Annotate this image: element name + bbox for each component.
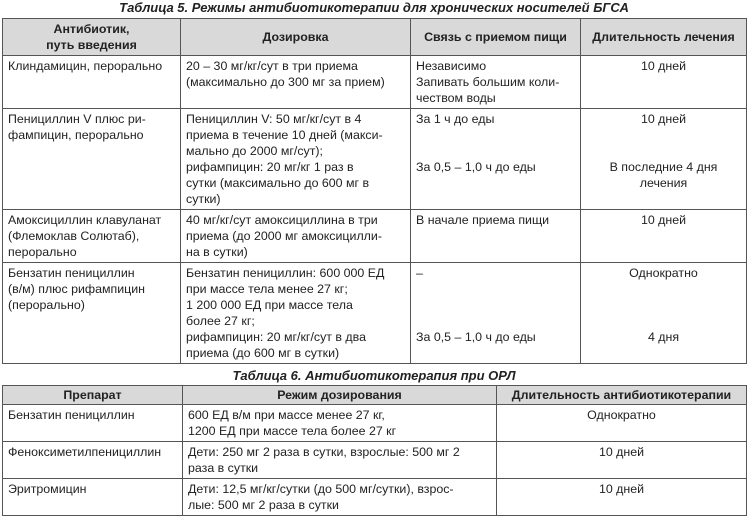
table-row — [3, 210, 747, 263]
cell-duration: 10 дней — [497, 442, 747, 479]
cell-antibiotic: Бензатин пенициллин (в/м) плюс рифампицин (перорально) — [3, 263, 181, 364]
table6-header-dosing: Режим дозирования — [183, 386, 497, 405]
cell-food: Независимо Запивать большим коли- чеством воды — [411, 56, 581, 109]
cell-drug: Эритромицин — [3, 479, 183, 516]
cell-food: За 1 ч до еды За 0,5 – 1,0 ч до еды — [411, 109, 581, 210]
cell-duration: Однократно 4 дня — [581, 263, 747, 364]
table5 — [2, 18, 747, 364]
table5-header-dosage: Дозировка — [181, 19, 411, 56]
table6-header-drug: Препарат — [3, 386, 183, 405]
table6-header-duration: Длительность антибиотикотерапии — [497, 386, 747, 405]
cell-dosing: Дети: 12,5 мг/кг/сутки (до 500 мг/сутки), взрос- лые: 500 мг 2 раза в сутки — [183, 479, 497, 516]
cell-antibiotic: Клиндамицин, перорально — [3, 56, 181, 109]
table6 — [2, 385, 747, 516]
cell-drug: Бензатин пенициллин — [3, 405, 183, 442]
cell-dosage: 20 – 30 мг/кг/сут в три приема (максимально до 300 мг за прием) — [181, 56, 411, 109]
table5-header-food: Связь с приемом пищи — [411, 19, 581, 56]
table-row — [3, 479, 747, 516]
cell-dosage: Пенициллин V: 50 мг/кг/сут в 4 приема в течение 10 дней (макси- мально до 2000 мг/сут); рифампицин: 20 мг/кг 1 раз в сутки (максимально до 600 мг в сутки) — [181, 109, 411, 210]
table5-header-row — [3, 19, 747, 56]
table5-title: Таблица 5. Режимы антибиотикотерапии для хронических носителей БГСА — [119, 0, 629, 15]
cell-antibiotic: Пенициллин V плюс ри- фампицин, перорально — [3, 109, 181, 210]
cell-duration: Однократно — [497, 405, 747, 442]
table-row — [3, 405, 747, 442]
cell-antibiotic: Амоксициллин клавуланат (Флемоклав Солютаб), перорально — [3, 210, 181, 263]
table-row — [3, 442, 747, 479]
table5-header-antibiotic: Антибиотик, путь введения — [3, 19, 181, 56]
cell-duration: 10 дней — [581, 56, 747, 109]
cell-duration: 10 дней В последние 4 дня лечения — [581, 109, 747, 210]
table5-header-duration: Длительность лечения — [581, 19, 747, 56]
cell-duration: 10 дней — [581, 210, 747, 263]
table6-header-row — [3, 386, 747, 405]
cell-duration: 10 дней — [497, 479, 747, 516]
table-row — [3, 56, 747, 109]
table-row — [3, 109, 747, 210]
cell-drug: Феноксиметилпенициллин — [3, 442, 183, 479]
cell-dosing: 600 ЕД в/м при массе менее 27 кг, 1200 ЕД при массе тела более 27 кг — [183, 405, 497, 442]
cell-food: – За 0,5 – 1,0 ч до еды — [411, 263, 581, 364]
cell-dosing: Дети: 250 мг 2 раза в сутки, взрослые: 500 мг 2 раза в сутки — [183, 442, 497, 479]
table6-title: Таблица 6. Антибиотикотерапия при ОРЛ — [232, 368, 516, 383]
cell-food: В начале приема пищи — [411, 210, 581, 263]
table-row — [3, 263, 747, 364]
cell-dosage: 40 мг/кг/сут амоксициллина в три приема (до 2000 мг амоксицилли- на в сутки) — [181, 210, 411, 263]
cell-dosage: Бензатин пенициллин: 600 000 ЕД при массе тела менее 27 кг; 1 200 000 ЕД при массе тела более 27 кг; рифампицин: 20 мг/кг/сут в два приема (до 600 мг в сутки) — [181, 263, 411, 364]
